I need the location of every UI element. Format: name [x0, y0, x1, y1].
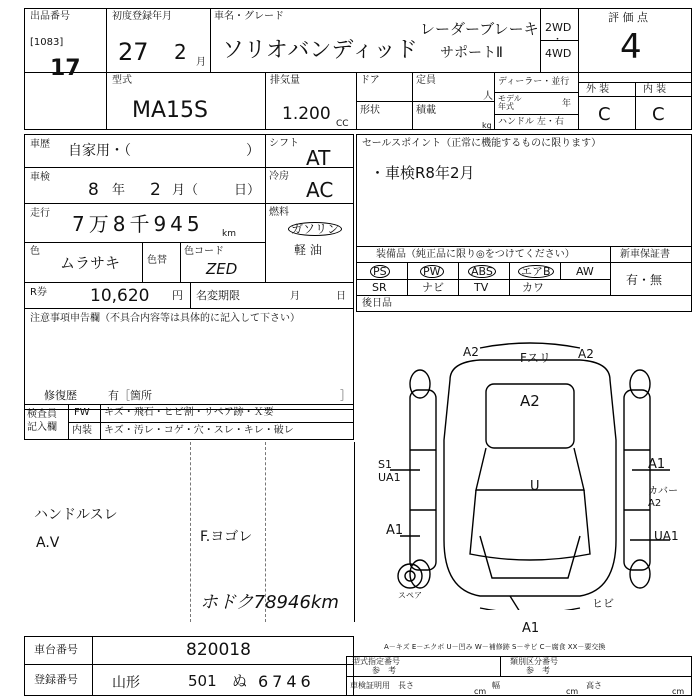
memo-av: A.V	[36, 535, 60, 551]
insp-month: 2	[150, 180, 161, 200]
memo-steering-wear: ハンドルスレ	[34, 507, 118, 523]
car-name-label: 車名・グレード	[214, 11, 284, 22]
score-label: 評 価 点	[608, 11, 648, 24]
displacement-unit: CC	[336, 119, 349, 129]
interior-label: 内 装	[643, 84, 667, 95]
handle-label: ハンドル 左・右	[498, 117, 564, 127]
equipment-label: 装備品（純正品に限り◎をつけてください）	[376, 249, 575, 260]
equip-pw: PW	[420, 265, 444, 278]
car-damage-diagram	[380, 340, 680, 610]
spare-label: スペア	[398, 591, 422, 600]
equip-sr: SR	[372, 281, 387, 294]
inspector-label: 検査員 記入欄	[27, 409, 57, 433]
damage-roof-a2: A2	[520, 392, 540, 410]
damage-legend: A－キズ E－エクボ U－凹み W－補修跡 S－サビ C－腐食 XX－要交換	[384, 643, 606, 651]
lot-code: [1083]	[30, 37, 64, 48]
warranty-value: 有・無	[626, 273, 663, 287]
color-change-label: 色替	[147, 255, 167, 266]
history-label: 車歴	[30, 139, 50, 150]
lot-no-label: 出品番号	[30, 11, 70, 22]
insp-year: 8	[88, 180, 99, 200]
height-cm: cm	[672, 687, 685, 696]
shift: AT	[306, 146, 331, 170]
fw-items: キズ・飛石・ヒビ割・リペア跡・Ｘ要	[104, 407, 274, 418]
grade-line1: レーダーブレーキ	[420, 20, 539, 38]
reg-year: 27	[118, 38, 149, 66]
damage-a1-right: A1	[648, 457, 666, 472]
lot-no: 17	[50, 56, 81, 81]
shift-label: シフト	[269, 138, 299, 149]
capacity-label: 定員	[416, 75, 436, 86]
model-year-label: モデル 年式	[498, 94, 522, 111]
width-label: 幅	[492, 681, 500, 690]
interior-items: キズ・汚レ・コゲ・穴・スレ・キレ・破レ	[104, 425, 294, 436]
chassis-label: 車台番号	[34, 643, 78, 656]
drive-dot: ・	[553, 35, 563, 45]
equip-ps: PS	[370, 265, 390, 278]
person-unit: 人	[483, 91, 493, 102]
fuel-gas: ガソリン	[288, 222, 342, 236]
displacement: 1.200	[282, 104, 331, 124]
nameperiod-month: 月	[290, 291, 300, 302]
year-unit: 年	[562, 99, 572, 109]
model-label: 型式	[112, 75, 132, 86]
plate-label: 登録番号	[34, 673, 78, 686]
plate-region: 山形	[112, 675, 140, 691]
exterior-label: 外 装	[586, 84, 610, 95]
door-label: ドア	[360, 75, 380, 86]
nameperiod-day: 日	[336, 291, 346, 302]
damage-kaba: カバー A2	[648, 486, 678, 509]
grade-line2: サポートⅡ	[440, 45, 503, 61]
interior-grade: C	[652, 104, 665, 125]
damage-top-a2-left: A2	[463, 345, 479, 359]
fuel-light: 軽 油	[294, 243, 322, 257]
history-close: ）	[246, 143, 260, 159]
plate-class: 501	[188, 672, 217, 690]
damage-center-u: U	[530, 479, 540, 494]
color-code-label: 色コード	[184, 246, 224, 257]
damage-top-tsuri: Fスリ	[520, 351, 551, 365]
recycle-label: R券	[30, 287, 47, 298]
history-value: 自家用・（	[68, 143, 131, 159]
equip-leather: カワ	[522, 281, 544, 294]
displacement-label: 排気量	[270, 75, 300, 86]
memo-floor-dirt: F.ヨゴレ	[200, 529, 253, 545]
repair-value: 有［箇所	[108, 389, 152, 402]
yen-unit: 円	[172, 289, 183, 302]
category-ref: 参 考	[526, 666, 550, 675]
length-cm: cm	[474, 687, 487, 696]
plate-number: 6746	[258, 672, 315, 691]
insp-day-unit: 日）	[234, 183, 261, 198]
equip-aw: AW	[576, 265, 594, 278]
fuel-label: 燃料	[269, 207, 289, 218]
type-designation-ref: 参 考	[372, 666, 396, 675]
insp-month-unit: 月（	[172, 183, 199, 198]
insp-year-unit: 年	[112, 183, 126, 198]
equip-navi: ナビ	[422, 281, 444, 294]
height-label: 高さ	[586, 681, 602, 690]
cert-label: 車検証明用	[350, 681, 390, 690]
color: ムラサキ	[60, 254, 121, 272]
exterior-grade: C	[598, 104, 611, 125]
interior-row-label: 内装	[72, 425, 92, 436]
notes-label: 注意事項申告欄（不具合内容等は具体的に記入して下さい）	[30, 313, 300, 324]
repair-label: 修復歴	[44, 389, 77, 402]
selling-points-label: セールスポイント（正常に機能するものに限ります）	[362, 138, 602, 149]
nameperiod-label: 名変期限	[196, 289, 240, 302]
width-cm: cm	[566, 687, 579, 696]
reg-month-unit: 月	[196, 57, 206, 68]
load-label: 積載	[416, 105, 436, 116]
dealer-label: ディーラー・並行	[498, 77, 570, 87]
plate-kana: ぬ	[232, 672, 248, 690]
equip-abs: ABS	[468, 265, 496, 278]
odometer-note: ホドク78946km	[200, 592, 339, 613]
km-unit: km	[222, 229, 236, 239]
ac-label: 冷房	[269, 171, 289, 182]
score: 4	[620, 27, 642, 67]
repair-close: ］	[340, 389, 351, 402]
rear-seat-label: 後日品	[362, 298, 392, 309]
damage-left-a1: A1	[386, 523, 404, 538]
inspection-label: 車検	[30, 172, 50, 183]
drive-4wd: 4WD	[545, 47, 572, 60]
fw-label: FW	[74, 407, 90, 418]
reg-month: 2	[174, 40, 187, 64]
ac: AC	[306, 178, 334, 202]
equip-airbag: エアB	[518, 265, 554, 278]
shape-label: 形状	[360, 105, 380, 116]
damage-top-a2-right: A2	[578, 347, 594, 361]
color-label: 色	[30, 246, 40, 257]
category-label: 類別区分番号	[510, 657, 558, 666]
damage-hibi: ヒビ	[592, 597, 614, 610]
recycle: 10,620	[90, 286, 150, 306]
damage-s1-ua1: S1 UA1	[378, 458, 401, 484]
car-name: ソリオバンディッド	[222, 38, 418, 63]
warranty-label: 新車保証書	[620, 249, 670, 260]
left-info-frame	[24, 134, 354, 410]
drive-2wd: 2WD	[545, 21, 572, 34]
damage-bottom-a1: A1	[522, 621, 540, 636]
mileage-value: 7万8千945	[72, 212, 204, 236]
model: MA15S	[132, 98, 208, 123]
selling-point: ・車検R8年2月	[370, 164, 475, 182]
type-designation-label: 型式指定番号	[352, 657, 400, 666]
color-code: ZED	[206, 260, 238, 278]
mileage-label: 走行	[30, 208, 50, 219]
header-frame	[24, 8, 692, 130]
chassis: 820018	[186, 640, 251, 660]
equip-tv: TV	[474, 281, 489, 294]
kg-unit: kg	[482, 121, 492, 130]
damage-right-ua1: UA1	[654, 529, 679, 543]
reg-year-label: 初度登録年月	[112, 11, 172, 22]
length-label: 長さ	[398, 681, 414, 690]
